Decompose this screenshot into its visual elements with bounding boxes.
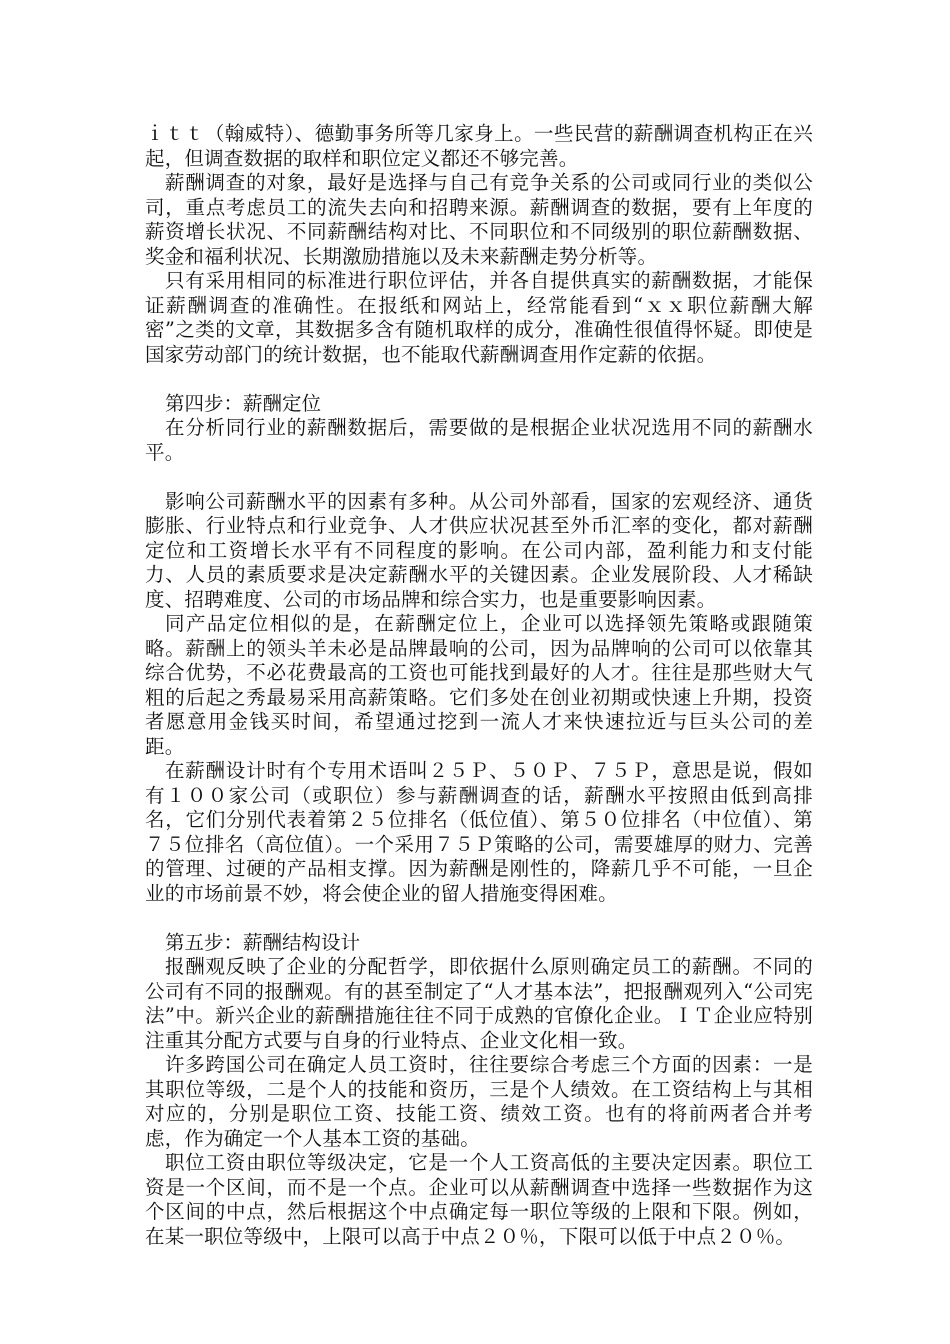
- paragraph-compensation-philosophy: 报酬观反映了企业的分配哲学，即依据什么原则确定员工的薪酬。不同的公司有不同的报酬观。有的甚至制定了“人才基本法”，把报酬观列入“公司宪法”中。新兴企业的薪酬措施往往不同于成熟的官僚化企业。ＩＴ企业应特别注重其分配方式要与自身的行业特点、企业文化相一致。: [145, 955, 813, 1052]
- paragraph-salary-survey-institutions: ｉｔｔ（翰威特）、德勤事务所等几家身上。一些民营的薪酬调查机构正在兴起，但调查数据的取样和职位定义都还不够完善。: [145, 122, 813, 170]
- paragraph-lead-follow-strategy: 同产品定位相似的是，在薪酬定位上，企业可以选择领先策略或跟随策略。薪酬上的领头羊未必是品牌最响的公司，因为品牌响的公司可以依靠其综合优势，不必花费最高的工资也可能找到最好的人才。往往是那些财大气粗的后起之秀最易采用高薪策略。它们多处在创业初期或快速上升期，投资者愿意用金钱买时间，希望通过挖到一流人才来快速拉近与巨头公司的差距。: [145, 612, 813, 758]
- section-heading-step4: 第四步：薪酬定位: [165, 391, 322, 415]
- paragraph-salary-level-factors: 影响公司薪酬水平的因素有多种。从公司外部看，国家的宏观经济、通货膨胀、行业特点和行业竞争、人才供应状况甚至外币汇率的变化，都对薪酬定位和工资增长水平有不同程度的影响。在公司内部，盈利能力和支付能力、人员的素质要求是决定薪酬水平的关键因素。企业发展阶段、人才稀缺度、招聘难度、公司的市场品牌和综合实力，也是重要影响因素。: [145, 489, 813, 611]
- section-heading-step5: 第五步：薪酬结构设计: [165, 930, 361, 954]
- paragraph-percentile-terms: 在薪酬设计时有个专用术语叫２５Ｐ、５０Ｐ、７５Ｐ，意思是说，假如有１００家公司（或职位）参与薪酬调查的话，薪酬水平按照由低到高排名，它们分别代表着第２５位排名（低位值）、第５０位排名（中位值）、第７５位排名（高位值）。一个采用７５Ｐ策略的公司，需要雄厚的财力、完善的管理、过硬的产品相支撑。因为薪酬是刚性的，降薪几乎不可能，一旦企业的市场前景不妙，将会使企业的留人措施变得困难。: [145, 759, 813, 905]
- spacer: [145, 367, 813, 392]
- paragraph-step4-intro: 在分析同行业的薪酬数据后，需要做的是根据企业状况选用不同的薪酬水平。: [145, 416, 813, 464]
- spacer: [145, 906, 813, 931]
- paragraph-three-factors: 许多跨国公司在确定人员工资时，往往要综合考虑三个方面的因素：一是其职位等级，二是个人的技能和资历，三是个人绩效。在工资结构上与其相对应的，分别是职位工资、技能工资、绩效工资。也有的将前两者合并考虑，作为确定一个人基本工资的基础。: [145, 1053, 813, 1150]
- document-page: [145, 122, 813, 1249]
- paragraph-survey-targets: 薪酬调查的对象，最好是选择与自己有竞争关系的公司或同行业的类似公司，重点考虑员工的流失去向和招聘来源。薪酬调查的数据，要有上年度的薪资增长状况、不同薪酬结构对比、不同职位和不同级别的职位薪酬数据、奖金和福利状况、长期激励措施以及未来薪酬走势分析等。: [145, 171, 813, 268]
- paragraph-survey-accuracy: 只有采用相同的标准进行职位评估，并各自提供真实的薪酬数据，才能保证薪酬调查的准确性。在报纸和网站上，经常能看到“ｘｘ职位薪酬大解密”之类的文章，其数据多含有随机取样的成分，准确性很值得怀疑。即使是国家劳动部门的统计数据，也不能取代薪酬调查用作定薪的依据。: [145, 269, 813, 366]
- spacer: [145, 465, 813, 490]
- paragraph-position-pay-range: 职位工资由职位等级决定，它是一个人工资高低的主要决定因素。职位工资是一个区间，而不是一个点。企业可以从薪酬调查中选择一些数据作为这个区间的中点，然后根据这个中点确定每一职位等级的上限和下限。例如，在某一职位等级中，上限可以高于中点２０％，下限可以低于中点２０％。: [145, 1151, 813, 1248]
